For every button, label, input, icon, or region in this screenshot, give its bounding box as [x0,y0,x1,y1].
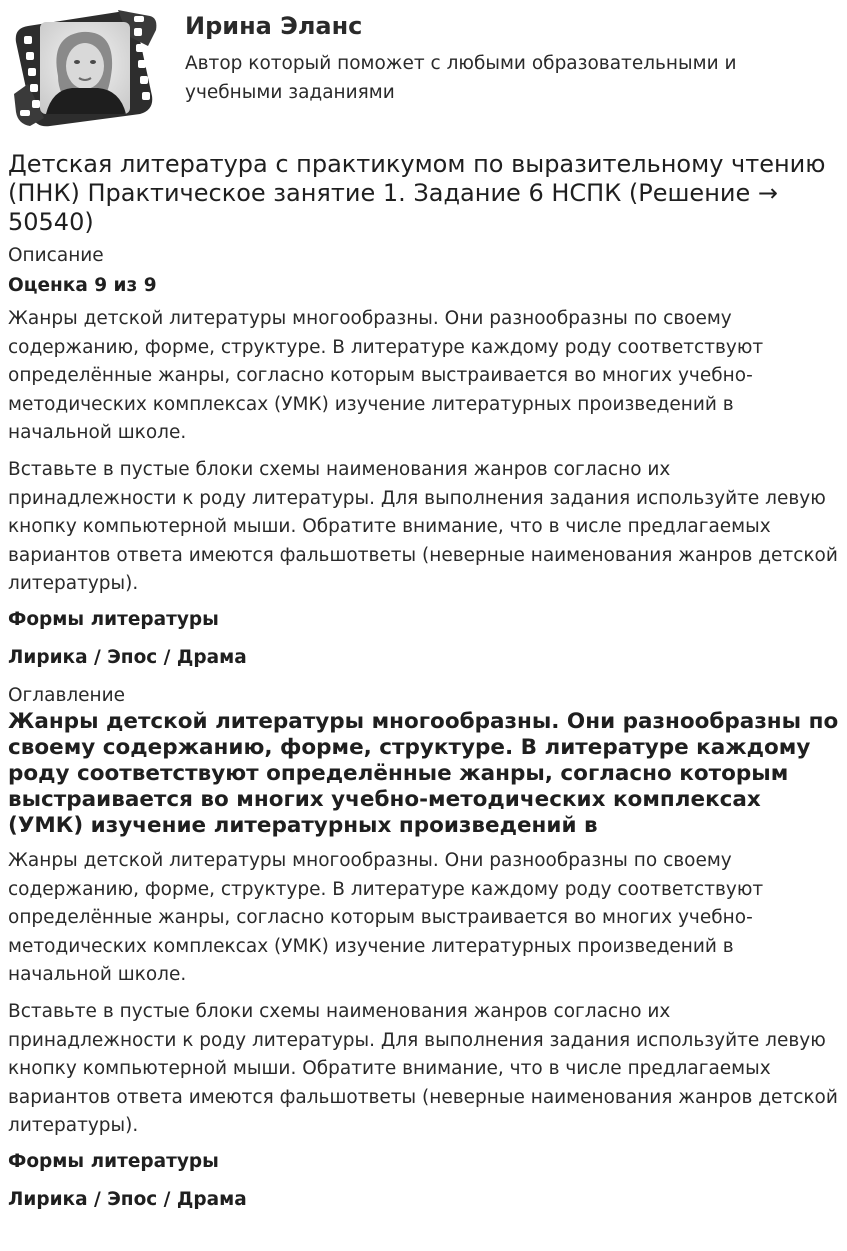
description-section [8,243,839,671]
grade-text: Оценка 9 из 9 [8,275,157,296]
description-paragraph-1: Жанры детской литературы многообразны. Они разнообразны по своему содержанию, форме, структуре. В литературе каждому роду соответствуют определённые жанры, согласно которым выстраивается во многих учебно-методических комплексах (УМК) изучение литературных произведений в начальной школе. [8,308,764,444]
toc-heading[interactable]: Жанры детской литературы многообразны. Они разнообразны по своему содержанию, форме, структуре. В литературе каждому роду соответствуют определённые жанры, согласно которым выстраивается во многих учебно-методических комплексах (УМК) изучение литературных произведений в [8,708,839,838]
toc-paragraph-2: Вставьте в пустые блоки схемы наименования жанров согласно их принадлежности к роду литературы. Для выполнения задания используйте левую кнопку компьютерной мыши. Обратите внимание, что в числе предлагаемых вариантов ответа имеются фальшответы (неверные наименования жанров детской литературы). [8,1000,838,1137]
description-paragraph-2: Вставьте в пустые блоки схемы наименования жанров согласно их принадлежности к роду литературы. Для выполнения задания используйте левую кнопку компьютерной мыши. Обратите внимание, что в числе предлагаемых вариантов ответа имеются фальшответы (неверные наименования жанров детской литературы). [8,458,838,595]
toc-paragraph-1: Жанры детской литературы многообразны. Они разнообразны по своему содержанию, форме, структуре. В литературе каждому роду соответствуют определённые жанры, согласно которым выстраивается во многих учебно-методических комплексах (УМК) изучение литературных произведений в начальной школе. [8,849,764,986]
author-description: Автор который поможет с любыми образовательными и учебными заданиями [185,53,737,103]
toc-section [8,683,839,1213]
page-title: Детская литература с практикумом по выразительному чтению (ПНК) Практическое занятие 1. Задание 6 НСПК (Решение → 50540) [8,150,826,236]
author-name[interactable]: Ирина Эланс [185,12,363,40]
author-avatar[interactable] [10,6,160,128]
toc-label: Оглавление [8,684,126,706]
toc-forms-list: Лирика / Эпос / Драма [8,1188,247,1210]
description-label: Описание [8,245,104,266]
author-block [8,0,839,140]
toc-forms-title: Формы литературы [8,1150,219,1172]
forms-list: Лирика / Эпос / Драма [8,646,247,668]
forms-title: Формы литературы [8,608,219,630]
